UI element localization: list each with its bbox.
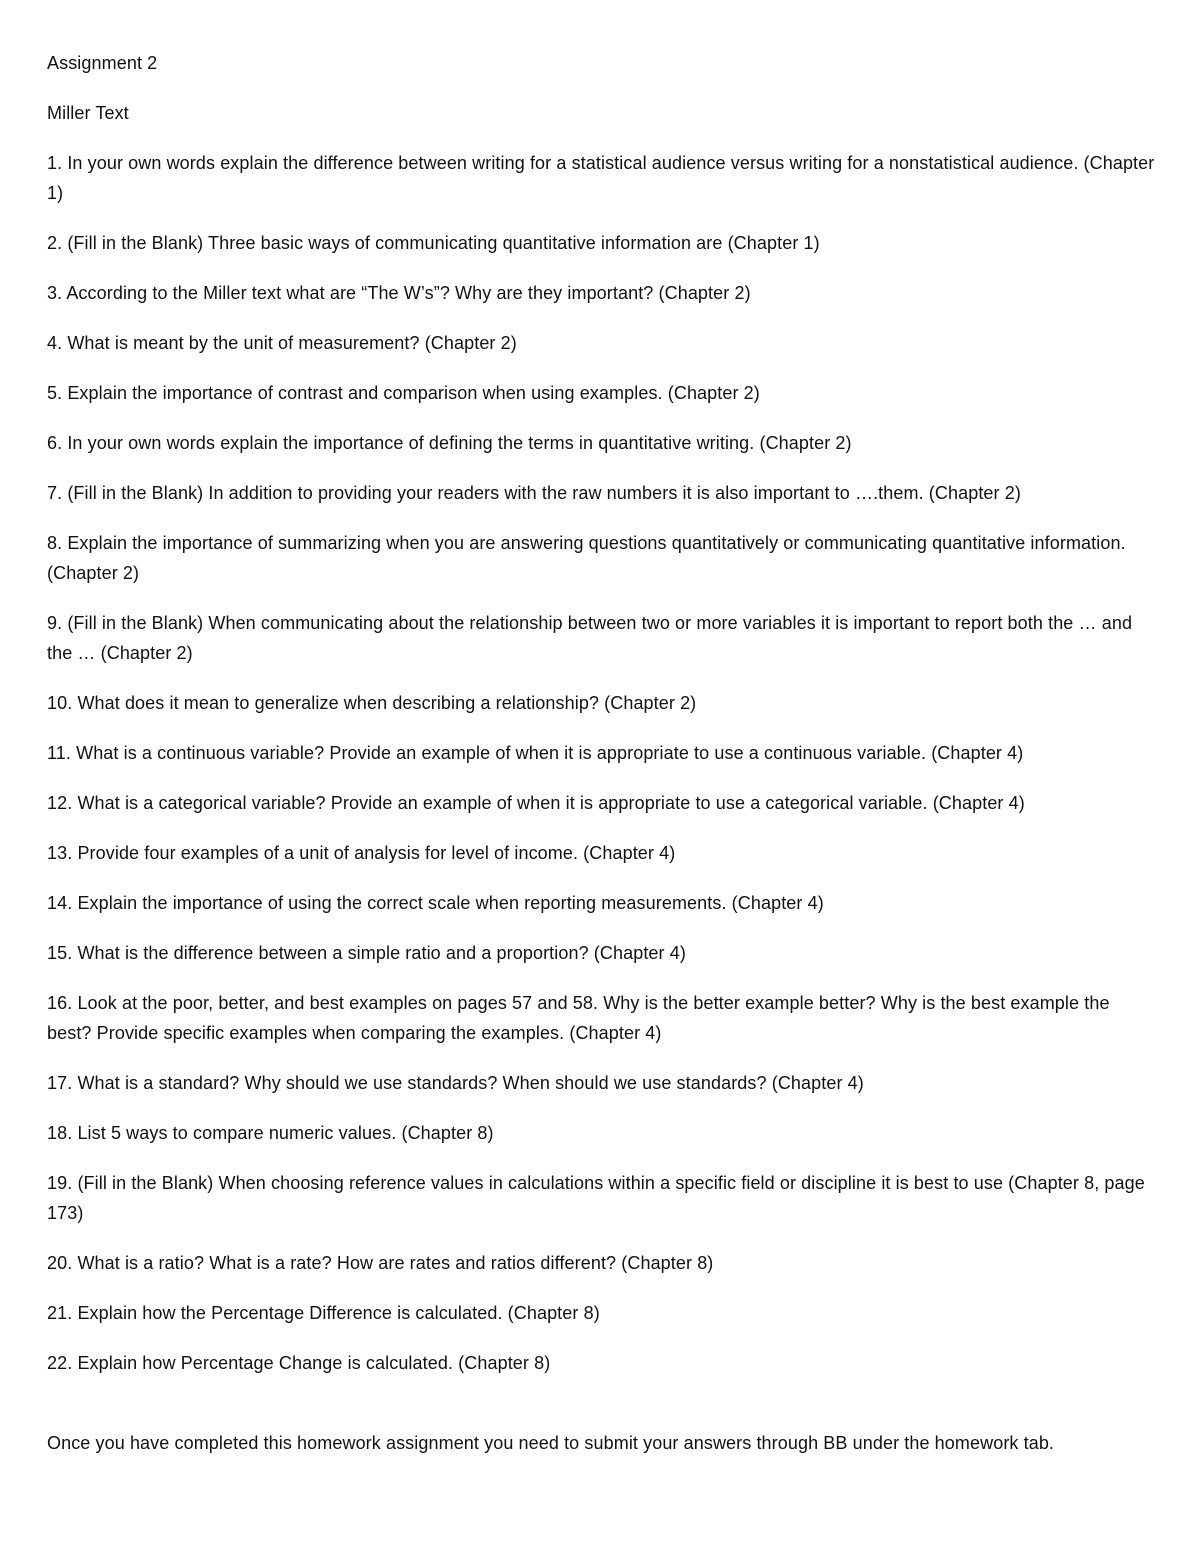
question-item xyxy=(47,608,1157,668)
question-number: 8. xyxy=(47,533,63,553)
question-item xyxy=(47,228,1157,258)
question-item xyxy=(47,888,1157,918)
question-number: 16. xyxy=(47,993,73,1013)
question-number: 10. xyxy=(47,693,73,713)
question-text: What is a ratio? What is a rate? How are rates and ratios different? (Chapter 8) xyxy=(77,1253,714,1273)
question-number: 21. xyxy=(47,1303,73,1323)
question-text: Provide four examples of a unit of analysis for level of income. (Chapter 4) xyxy=(77,843,676,863)
submission-note: Once you have completed this homework assignment you need to submit your answers through BB under the homework tab. xyxy=(47,1433,1055,1453)
question-number: 5. xyxy=(47,383,63,403)
question-number: 6. xyxy=(47,433,63,453)
question-number: 2. xyxy=(47,233,63,253)
question-number: 22. xyxy=(47,1353,73,1373)
question-text: Explain how Percentage Change is calculated. (Chapter 8) xyxy=(77,1353,551,1373)
question-number: 1. xyxy=(47,153,63,173)
question-text: In your own words explain the importance of defining the terms in quantitative writing. (Chapter 2) xyxy=(67,433,852,453)
question-item xyxy=(47,428,1157,458)
question-text: What is a standard? Why should we use standards? When should we use standards? (Chapter 4) xyxy=(77,1073,864,1093)
question-text: What is a categorical variable? Provide an example of when it is appropriate to use a categorical variable. (Chapter 4) xyxy=(77,793,1025,813)
question-item xyxy=(47,688,1157,718)
question-text: List 5 ways to compare numeric values. (Chapter 8) xyxy=(77,1123,494,1143)
question-number: 20. xyxy=(47,1253,73,1273)
question-item xyxy=(47,328,1157,358)
question-item xyxy=(47,148,1157,208)
question-number: 9. xyxy=(47,613,63,633)
question-number: 3. xyxy=(47,283,63,303)
document-page xyxy=(47,48,1157,1478)
question-item xyxy=(47,738,1157,768)
question-text: (Fill in the Blank) Three basic ways of communicating quantitative information are (Chapter 1) xyxy=(67,233,820,253)
question-item xyxy=(47,1168,1157,1228)
question-number: 12. xyxy=(47,793,73,813)
question-number: 7. xyxy=(47,483,63,503)
question-number: 14. xyxy=(47,893,73,913)
question-item xyxy=(47,278,1157,308)
question-text: What is the difference between a simple ratio and a proportion? (Chapter 4) xyxy=(77,943,686,963)
question-item xyxy=(47,838,1157,868)
question-number: 4. xyxy=(47,333,63,353)
question-item xyxy=(47,1248,1157,1278)
question-item xyxy=(47,988,1157,1048)
question-item xyxy=(47,938,1157,968)
question-list xyxy=(47,148,1157,1378)
question-text: (Fill in the Blank) When communicating about the relationship between two or more variables it is important to report both the … and the … (Chapter 2) xyxy=(47,613,1133,663)
question-text: Explain the importance of using the correct scale when reporting measurements. (Chapter 4) xyxy=(77,893,824,913)
question-number: 15. xyxy=(47,943,73,963)
question-number: 17. xyxy=(47,1073,73,1093)
question-text: Explain the importance of summarizing when you are answering questions quantitatively or communicating quantitative information. (Chapter 2) xyxy=(47,533,1126,583)
document-subtitle: Miller Text xyxy=(47,103,129,123)
question-text: Explain the importance of contrast and comparison when using examples. (Chapter 2) xyxy=(67,383,760,403)
question-item xyxy=(47,1298,1157,1328)
question-item xyxy=(47,528,1157,588)
question-text: In your own words explain the difference between writing for a statistical audience versus writing for a nonstatistical audience. (Chapter 1) xyxy=(47,153,1155,203)
question-item xyxy=(47,1118,1157,1148)
question-number: 11. xyxy=(47,743,71,763)
document-title: Assignment 2 xyxy=(47,53,158,73)
question-item xyxy=(47,378,1157,408)
question-text: What is a continuous variable? Provide an example of when it is appropriate to use a continuous variable. (Chapter 4) xyxy=(76,743,1024,763)
question-text: Look at the poor, better, and best examples on pages 57 and 58. Why is the better example better? Why is the best example the best? Provide specific examples when comparing the examples. (Chapter 4) xyxy=(47,993,1110,1043)
question-text: According to the Miller text what are “The W’s”? Why are they important? (Chapter 2) xyxy=(66,283,751,303)
question-item xyxy=(47,1068,1157,1098)
question-text: What does it mean to generalize when describing a relationship? (Chapter 2) xyxy=(77,693,697,713)
question-text: (Fill in the Blank) When choosing reference values in calculations within a specific field or discipline it is best to use (Chapter 8, page 173) xyxy=(47,1173,1145,1223)
question-number: 18. xyxy=(47,1123,73,1143)
question-item xyxy=(47,788,1157,818)
question-text: (Fill in the Blank) In addition to providing your readers with the raw numbers it is also important to ….them. (Chapter 2) xyxy=(67,483,1021,503)
question-number: 13. xyxy=(47,843,73,863)
question-item xyxy=(47,1348,1157,1378)
question-item xyxy=(47,478,1157,508)
question-number: 19. xyxy=(47,1173,73,1193)
question-text: Explain how the Percentage Difference is calculated. (Chapter 8) xyxy=(77,1303,600,1323)
question-text: What is meant by the unit of measurement? (Chapter 2) xyxy=(67,333,517,353)
